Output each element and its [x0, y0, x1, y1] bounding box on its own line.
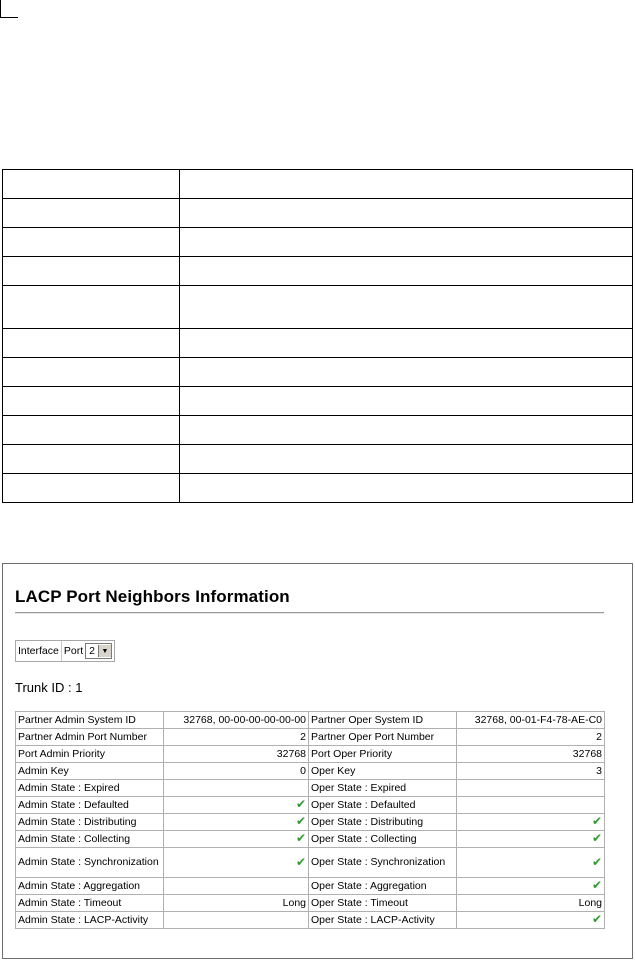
right-value: 2 [457, 729, 605, 746]
left-label: Partner Admin System ID [16, 712, 164, 729]
left-label: Admin State : LACP-Activity [16, 912, 164, 929]
left-label: Admin State : Synchronization [16, 848, 164, 878]
table-row [16, 729, 605, 746]
table-row [3, 228, 633, 257]
table-row [3, 387, 633, 416]
table-row [16, 912, 605, 929]
port-select[interactable] [85, 643, 112, 659]
page-title: LACP Port Neighbors Information [15, 587, 290, 606]
left-value [164, 780, 309, 797]
left-value: 32768, 00-00-00-00-00-00 [164, 712, 309, 729]
port-label: Port [63, 645, 84, 657]
checkmark-icon: ✔ [295, 814, 306, 828]
right-label: Oper State : Synchronization [309, 848, 457, 878]
right-label: Port Oper Priority [309, 746, 457, 763]
right-label: Oper State : Expired [309, 780, 457, 797]
table-row [3, 170, 633, 199]
right-label: Oper Key [309, 763, 457, 780]
table-row [3, 329, 633, 358]
table-row [16, 878, 605, 895]
neighbors-table [15, 711, 605, 929]
left-label: Port Admin Priority [16, 746, 164, 763]
table-row [3, 358, 633, 387]
table-row [3, 416, 633, 445]
left-value [164, 831, 309, 848]
checkmark-icon: ✔ [591, 814, 602, 828]
right-label: Oper State : LACP-Activity [309, 912, 457, 929]
table-row [3, 286, 633, 329]
right-value [457, 848, 605, 878]
right-label: Partner Oper System ID [309, 712, 457, 729]
table-row [16, 780, 605, 797]
page-corner-mark [0, 0, 18, 18]
chevron-down-icon[interactable]: ▼ [98, 645, 111, 657]
right-value: 3 [457, 763, 605, 780]
left-label: Admin State : Aggregation [16, 878, 164, 895]
left-value [164, 848, 309, 878]
right-label: Oper State : Aggregation [309, 878, 457, 895]
checkmark-icon: ✔ [591, 878, 602, 892]
port-select-value: 2 [89, 645, 95, 657]
table-row [3, 445, 633, 474]
table-row [16, 895, 605, 912]
right-label: Oper State : Collecting [309, 831, 457, 848]
right-value: Long [457, 895, 605, 912]
left-value: 32768 [164, 746, 309, 763]
left-value [164, 797, 309, 814]
left-value: 0 [164, 763, 309, 780]
checkmark-icon: ✔ [295, 797, 306, 811]
right-label: Oper State : Timeout [309, 895, 457, 912]
left-value [164, 878, 309, 895]
checkmark-icon: ✔ [295, 831, 306, 845]
table-row [16, 797, 605, 814]
right-label: Partner Oper Port Number [309, 729, 457, 746]
interface-label: Interface [16, 641, 62, 661]
left-value: 2 [164, 729, 309, 746]
title-divider [15, 612, 604, 614]
checkmark-icon: ✔ [591, 854, 602, 869]
left-value: Long [164, 895, 309, 912]
left-label: Admin State : Distributing [16, 814, 164, 831]
table-row [16, 763, 605, 780]
checkmark-icon: ✔ [295, 854, 306, 869]
table-row [16, 746, 605, 763]
left-label: Admin State : Collecting [16, 831, 164, 848]
right-value [457, 878, 605, 895]
right-value [457, 831, 605, 848]
left-value [164, 912, 309, 929]
table-row [3, 199, 633, 228]
left-label: Admin State : Defaulted [16, 797, 164, 814]
interface-selector [15, 640, 115, 662]
right-value [457, 797, 605, 814]
trunk-id-label: Trunk ID : 1 [15, 680, 83, 695]
checkmark-icon: ✔ [591, 831, 602, 845]
table-row [3, 257, 633, 286]
port-cell [62, 641, 114, 661]
left-label: Partner Admin Port Number [16, 729, 164, 746]
right-label: Oper State : Distributing [309, 814, 457, 831]
table-row [16, 848, 605, 878]
left-value [164, 814, 309, 831]
lacp-neighbors-panel [2, 563, 633, 959]
left-label: Admin State : Expired [16, 780, 164, 797]
table-row [16, 831, 605, 848]
right-value [457, 780, 605, 797]
table-row [16, 712, 605, 729]
left-label: Admin Key [16, 763, 164, 780]
left-label: Admin State : Timeout [16, 895, 164, 912]
right-label: Oper State : Defaulted [309, 797, 457, 814]
table-row [16, 814, 605, 831]
document-table [2, 169, 633, 503]
checkmark-icon: ✔ [591, 912, 602, 926]
right-value [457, 912, 605, 929]
right-value: 32768, 00-01-F4-78-AE-C0 [457, 712, 605, 729]
right-value: 32768 [457, 746, 605, 763]
right-value [457, 814, 605, 831]
table-row [3, 474, 633, 503]
